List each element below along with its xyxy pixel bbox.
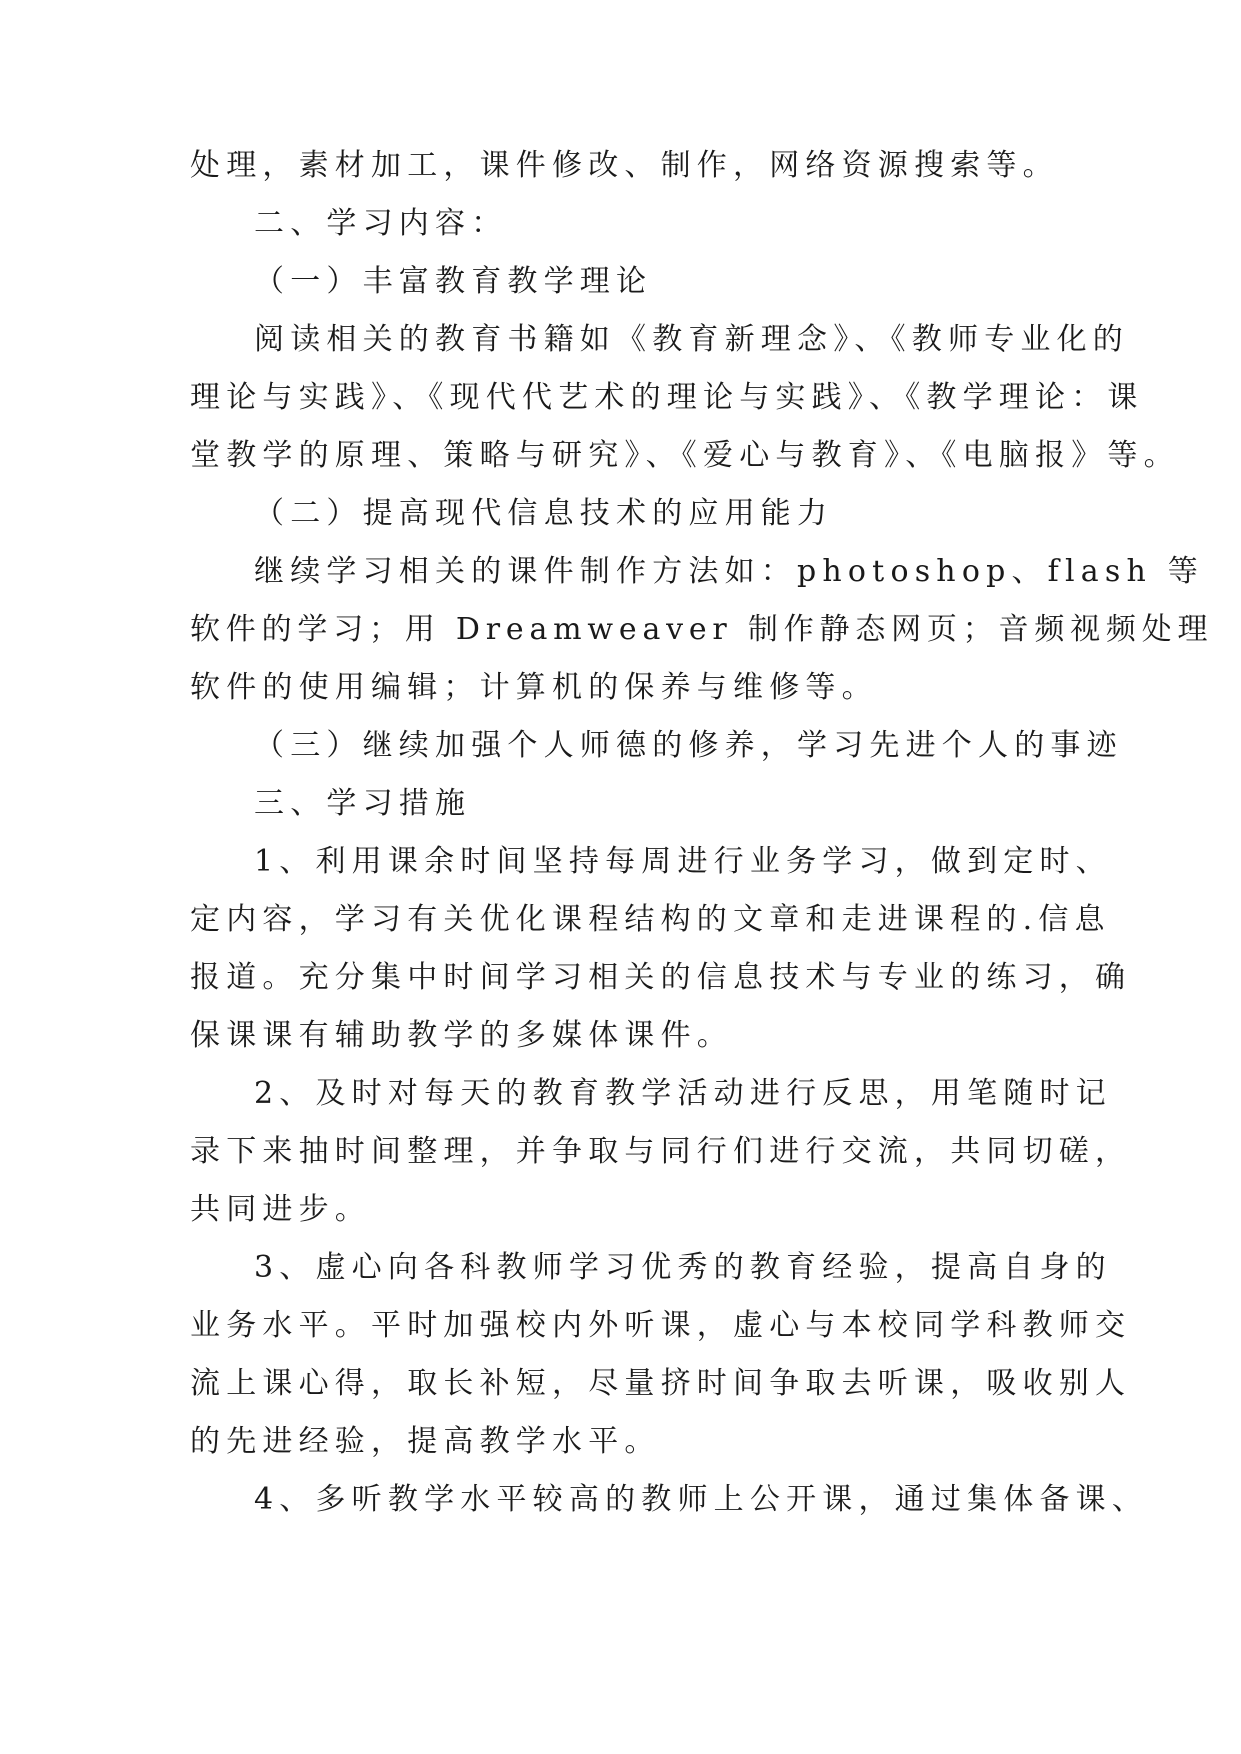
- text-line: 理论与实践》、《现代代艺术的理论与实践》、《教学理论：课: [190, 380, 1144, 415]
- section-heading: 二、学习内容：: [254, 206, 508, 241]
- text-line: 阅读相关的教育书籍如《教育新理念》、《教师专业化的: [254, 322, 1129, 357]
- text-line: 4、多听教学水平较高的教师上公开课，通过集体备课、: [254, 1482, 1149, 1517]
- text-line: 共同进步。: [190, 1192, 371, 1227]
- text-line: 的先进经验，提高教学水平。: [190, 1424, 661, 1459]
- section-heading: 三、学习措施: [254, 786, 472, 821]
- text-line: 保课课有辅助教学的多媒体课件。: [190, 1018, 733, 1053]
- text-line: 软件的学习；用 Dreamweaver 制作静态网页；音频视频处理: [190, 612, 1214, 647]
- text-line: 处理，素材加工，课件修改、制作，网络资源搜索等。: [190, 148, 1059, 183]
- text-line: 业务水平。平时加强校内外听课，虚心与本校同学科教师交: [190, 1308, 1132, 1343]
- text-line: 定内容，学习有关优化课程结构的文章和走进课程的.信息: [190, 902, 1111, 937]
- text-line: 堂教学的原理、策略与研究》、《爱心与教育》、《电脑报》等。: [190, 438, 1180, 473]
- subsection-heading: （二）提高现代信息技术的应用能力: [254, 496, 834, 531]
- text-line: 录下来抽时间整理，并争取与同行们进行交流，共同切磋，: [190, 1134, 1132, 1169]
- text-line: 2、及时对每天的教育教学活动进行反思，用笔随时记: [254, 1076, 1112, 1111]
- subsection-heading: （一）丰富教育教学理论: [254, 264, 653, 299]
- text-line: 流上课心得，取长补短，尽量挤时间争取去听课，吸收别人: [190, 1366, 1132, 1401]
- text-line: 报道。充分集中时间学习相关的信息技术与专业的练习，确: [190, 960, 1132, 995]
- text-line: 1、利用课余时间坚持每周进行业务学习，做到定时、: [254, 844, 1112, 879]
- text-line: 软件的使用编辑；计算机的保养与维修等。: [190, 670, 878, 705]
- text-line: 3、虚心向各科教师学习优秀的教育经验，提高自身的: [254, 1250, 1112, 1285]
- text-line: 继续学习相关的课件制作方法如：photoshop、flash 等: [254, 554, 1204, 589]
- subsection-heading: （三）继续加强个人师德的修养，学习先进个人的事迹: [254, 728, 1123, 763]
